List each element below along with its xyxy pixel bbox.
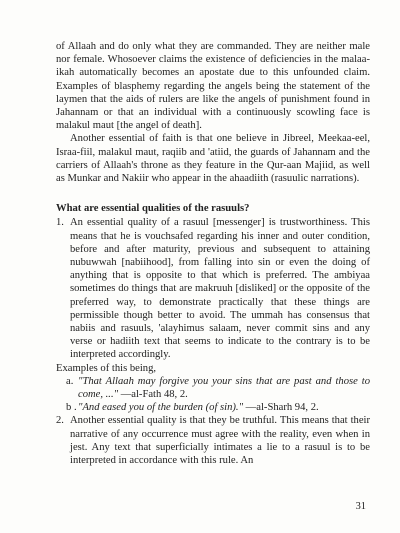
examples-label: Examples of this being, bbox=[56, 362, 157, 374]
example-quote: "And eased you of the burden (of sin)." bbox=[78, 402, 244, 414]
example-b bbox=[66, 401, 370, 414]
page-number: 31 bbox=[355, 500, 366, 512]
example-quote: "That Allaah may forgive you your sins that are past and those to come, ..." bbox=[78, 375, 370, 401]
qualities-list-continued bbox=[56, 414, 370, 467]
list-item bbox=[56, 414, 370, 467]
qualities-list bbox=[56, 216, 370, 361]
example-citation: —al-Fath 48, 2. bbox=[118, 389, 188, 401]
paragraph-faith-angels: Another essential of faith is that one believe in Jibreel, Meekaa-eel, Israa-fiil, malakul maut, raqiib and 'atiid, the guards of Jahannam and the carriers of Allaah's throne as they feature in the Qur-aan Majiid, as well as Munkar and Nakiir who appear in the ahaadiith (rasuulic narrations). bbox=[56, 133, 370, 185]
list-item-text: Another essential quality is that they be truthful. This means that their narrative of any occurrence must agree with the reality, even when in jest. Any text that superficially intimates a lie to a rasuul is to be interpreted in accordance with this rule. An bbox=[70, 415, 370, 467]
example-letter: b . bbox=[66, 402, 77, 414]
list-item bbox=[56, 216, 370, 361]
list-item-number: 2. bbox=[56, 415, 64, 427]
example-letter: a. bbox=[66, 375, 74, 387]
paragraph-angels: of Allaah and do only what they are commanded. They are neither male nor female. Whosoever claims the existence of deficiencies in the malaa-ikah automatically becomes an apostate due to this unfounded claim. Examples of blasphemy regarding the angels being the statement of the laymen that the aids of rulers are like the angels of punishment found in Jahannam or that an individual with a continuously scowling face is malakul maut [the angel of death]. bbox=[56, 41, 370, 132]
example-a bbox=[66, 375, 370, 401]
example-citation: —al-Sharh 94, 2. bbox=[243, 402, 319, 414]
list-item-number: 1. bbox=[56, 217, 64, 229]
list-item-text: An essential quality of a rasuul [messenger] is trustworthiness. This means that he is vouchsafed regarding his inner and outer condition, before and after maturity, previous and subsequent to attaining nubuwwah [nabiihood], from falling into sin or even the doing of anything that is opposite to that which is preferred. The ambiyaa sometimes do things that are makruuh [disliked] or the opposite of the preferred way, to demonstrate practically that these things are permissible though better to avoid. The ummah has consensus that nabiis and rasuuls, 'alayhimus salaam, never commit sins and any verse or hadiith text that seems to indicate to the contrary is to be interpreted accordingly. bbox=[70, 217, 370, 361]
section-heading: What are essential qualities of the rasuuls? bbox=[56, 203, 250, 215]
